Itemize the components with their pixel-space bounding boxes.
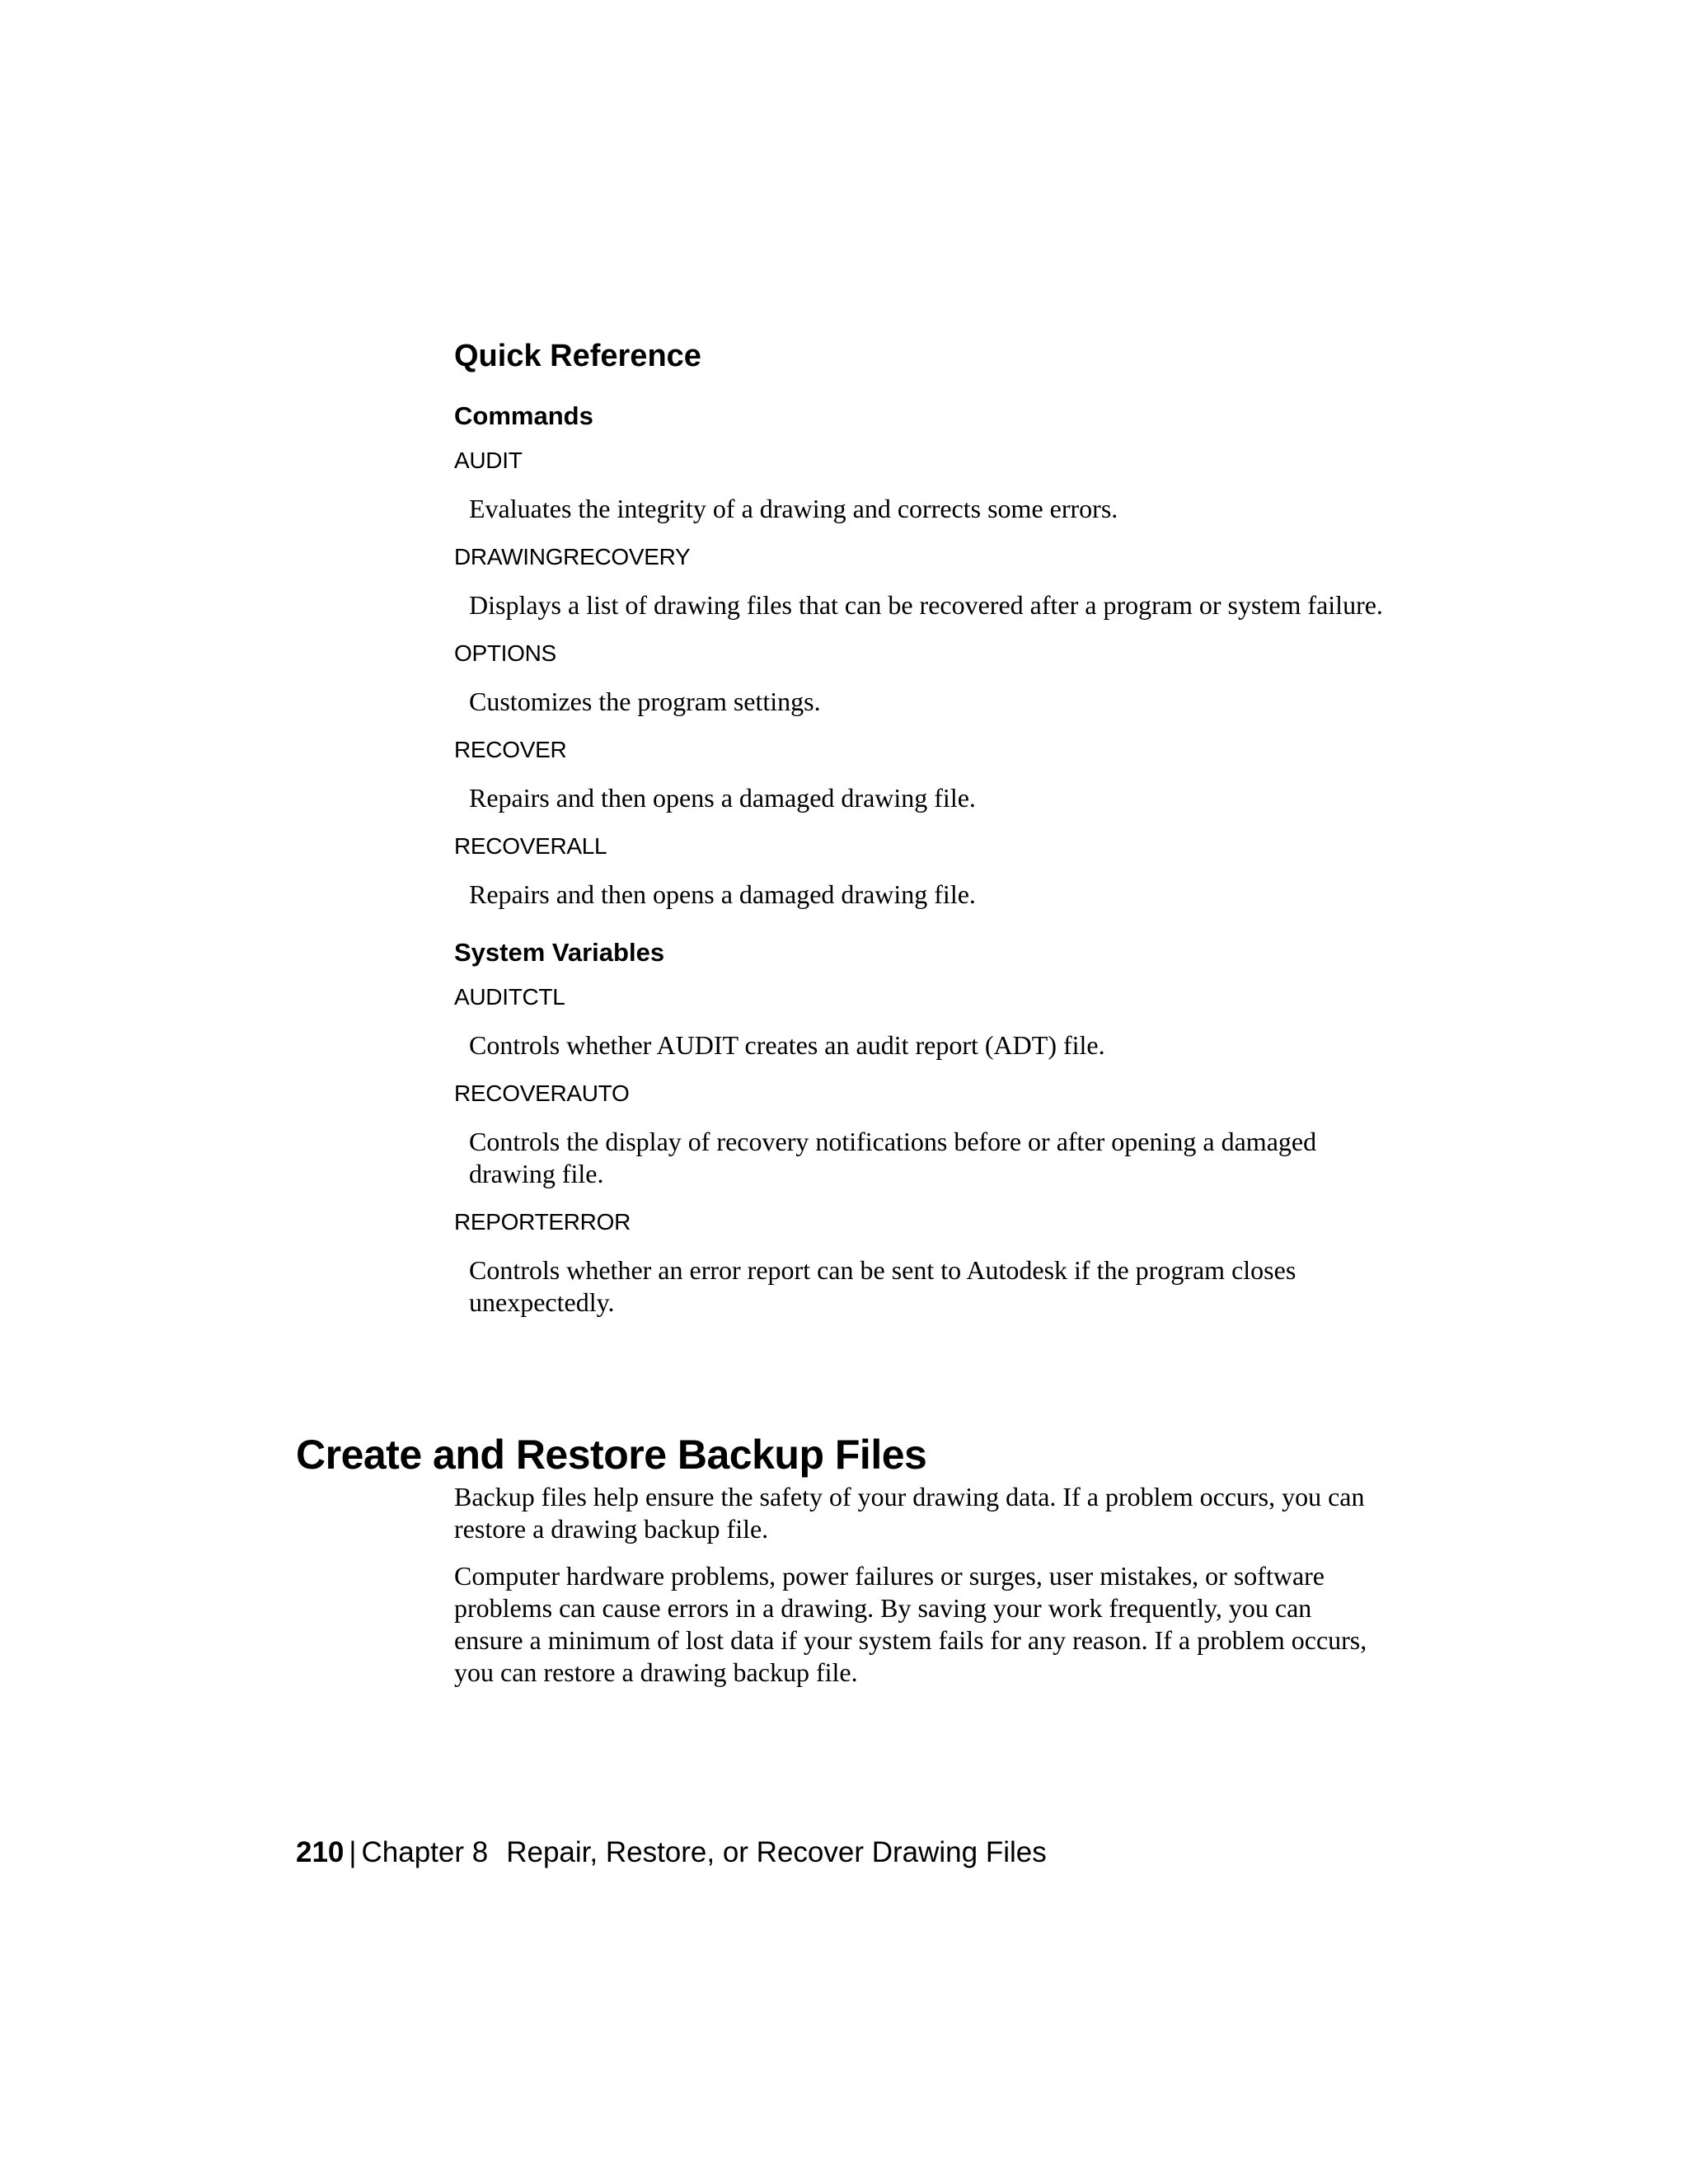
command-term-recoverall: RECOVERALL (454, 833, 607, 859)
commands-heading: Commands (454, 401, 593, 430)
command-desc-recoverall: Repairs and then opens a damaged drawing file. (469, 879, 976, 909)
system-variables-heading: System Variables (454, 938, 665, 967)
quick-reference-title: Quick Reference (454, 339, 701, 373)
sysvar-desc-auditctl: Controls whether AUDIT creates an audit report (ADT) file. (469, 1030, 1105, 1060)
command-term-audit: AUDIT (454, 448, 523, 473)
system-variables-section (454, 935, 1386, 1319)
body-paragraph: Computer hardware problems, power failures or surges, user mistakes, or software problems can cause errors in a drawing. By saving your work frequently, you can ensure a minimum of lost data if your system fails for any reason. If a problem occurs, you can restore a drawing backup file. (454, 1561, 1367, 1687)
sysvar-term-reporterror: REPORTERROR (454, 1209, 631, 1235)
footer-separator: | (349, 1836, 357, 1868)
body-paragraph: Backup files help ensure the safety of your drawing data. If a problem occurs, you can restore a drawing backup file. (454, 1482, 1365, 1544)
quick-reference (454, 336, 1386, 1335)
command-desc-options: Customizes the program settings. (469, 687, 821, 716)
sysvar-desc-recoverauto: Controls the display of recovery notifications before or after opening a damaged drawing file. (469, 1127, 1317, 1188)
command-term-options: OPTIONS (454, 640, 556, 666)
page-footer (296, 1835, 1047, 1871)
sysvar-term-auditctl: AUDITCTL (454, 984, 565, 1010)
page-number: 210 (296, 1836, 345, 1868)
commands-section (454, 399, 1386, 911)
chapter-label: Chapter 8 (361, 1836, 489, 1868)
chapter-title: Repair, Restore, or Recover Drawing Files (506, 1836, 1047, 1868)
command-term-drawingrecovery: DRAWINGRECOVERY (454, 544, 691, 569)
sysvar-term-recoverauto: RECOVERAUTO (454, 1080, 630, 1106)
backup-files-section (296, 1430, 1392, 1704)
section-title: Create and Restore Backup Files (296, 1432, 927, 1478)
command-desc-recover: Repairs and then opens a damaged drawing file. (469, 783, 976, 813)
command-desc-drawingrecovery: Displays a list of drawing files that can be recovered after a program or system failure. (469, 590, 1383, 620)
sysvar-desc-reporterror: Controls whether an error report can be sent to Autodesk if the program closes unexpectedly. (469, 1255, 1296, 1317)
command-term-recover: RECOVER (454, 737, 567, 762)
command-desc-audit: Evaluates the integrity of a drawing and corrects some errors. (469, 494, 1118, 523)
